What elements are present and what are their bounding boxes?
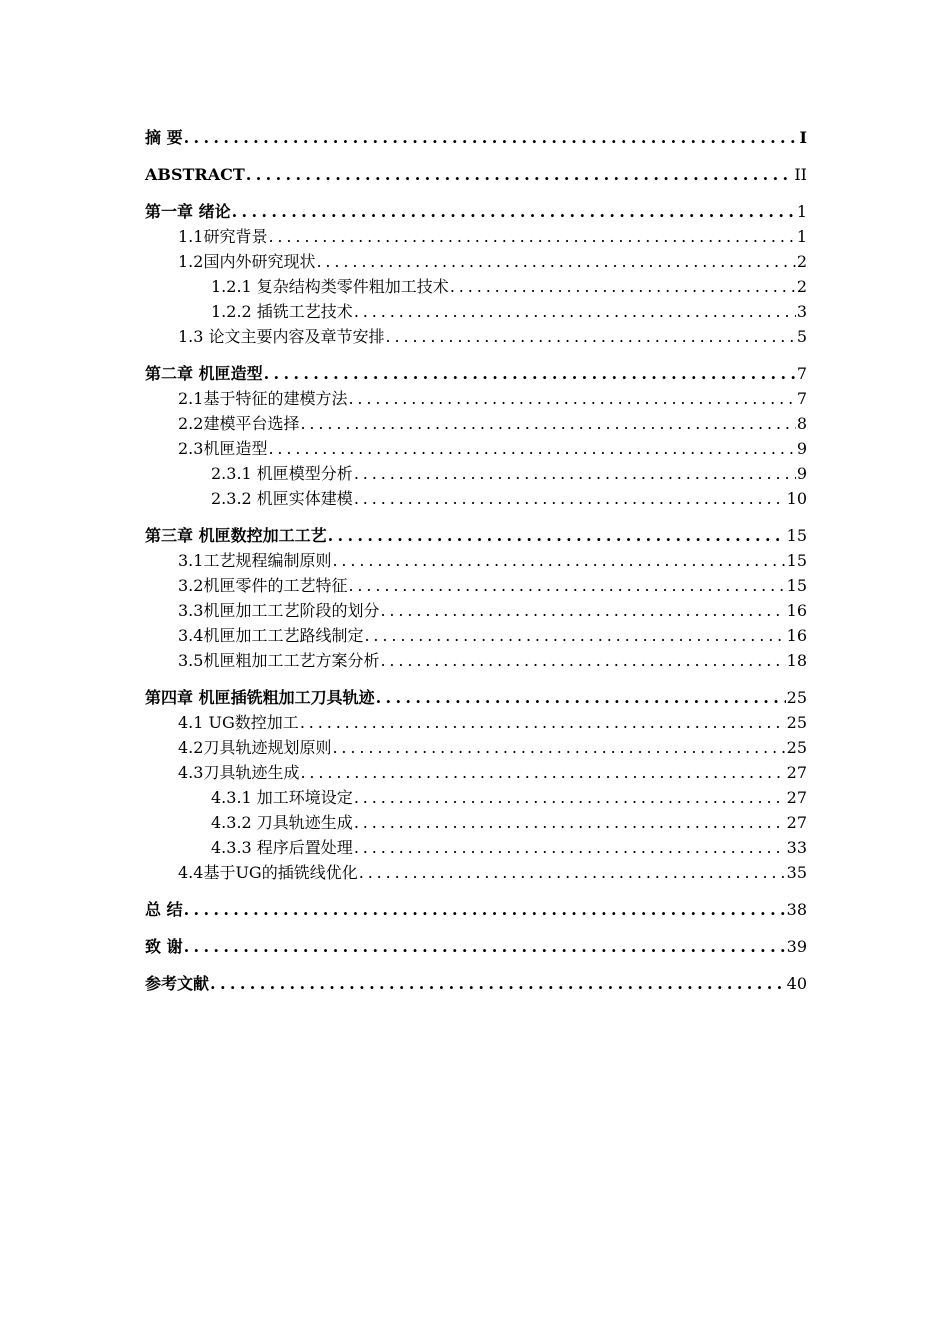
toc-entry-title: 2.3.2 机匣实体建模 <box>211 489 353 508</box>
dot-leader <box>316 249 795 274</box>
toc-entry-title: 3.4机匣加工工艺路线制定 <box>178 626 364 645</box>
toc-entry-title: 4.3.2 刀具轨迹生成 <box>211 813 353 832</box>
dot-leader <box>300 760 785 785</box>
toc-section-entry[interactable] <box>145 324 807 349</box>
dot-leader <box>354 785 786 810</box>
dot-leader <box>264 361 796 386</box>
toc-entry-title: 4.3.1 加工环境设定 <box>211 788 353 807</box>
dot-leader <box>380 648 785 673</box>
toc-entry-title: 摘 要 <box>145 128 183 147</box>
dot-leader <box>246 162 794 187</box>
dot-leader <box>354 835 786 860</box>
toc-subsection-entry[interactable] <box>145 299 807 324</box>
toc-subsection-entry[interactable] <box>145 461 807 486</box>
toc-page-number: 40 <box>786 974 807 993</box>
toc-page-number: 15 <box>786 576 807 595</box>
dot-leader <box>359 860 786 885</box>
toc-page-number: 7 <box>796 389 807 408</box>
dot-leader <box>354 486 786 511</box>
toc-page-number: 25 <box>786 713 807 732</box>
toc-page-number: 10 <box>786 489 807 508</box>
toc-page-number: 5 <box>796 327 807 346</box>
toc-entry-title: ABSTRACT <box>145 165 245 184</box>
dot-leader <box>354 461 796 486</box>
toc-page-number: 27 <box>786 813 807 832</box>
dot-leader <box>268 436 795 461</box>
toc-page-number: 33 <box>786 838 807 857</box>
dot-leader <box>354 299 796 324</box>
dot-leader <box>348 386 795 411</box>
toc-section-entry[interactable] <box>145 436 807 461</box>
dot-leader <box>450 274 796 299</box>
toc-page-number: 25 <box>786 688 807 707</box>
toc-page-number: 8 <box>796 414 807 433</box>
toc-subsection-entry[interactable] <box>145 810 807 835</box>
toc-page-number: 16 <box>786 601 807 620</box>
toc-entry-title: 1.3 论文主要内容及章节安排 <box>178 327 385 346</box>
toc-section-entry[interactable] <box>145 573 807 598</box>
toc-entry-title: 3.3机匣加工工艺阶段的划分 <box>178 601 380 620</box>
toc-section-entry[interactable] <box>145 411 807 436</box>
toc-chapter-entry[interactable] <box>145 685 807 710</box>
toc-entry-title: 2.3机匣造型 <box>178 439 268 458</box>
dot-leader <box>210 971 786 996</box>
dot-leader <box>348 573 785 598</box>
dot-leader <box>376 685 786 710</box>
toc-page-number: 27 <box>786 763 807 782</box>
toc-entry-title: 1.2.2 插铣工艺技术 <box>211 302 353 321</box>
toc-section-entry[interactable] <box>145 760 807 785</box>
toc-entry-title: 参考文献 <box>145 974 210 993</box>
toc-chapter-entry[interactable] <box>145 934 807 959</box>
toc-page-number: 39 <box>786 937 807 956</box>
toc-entry-title: 4.3.3 程序后置处理 <box>211 838 353 857</box>
toc-page-number: 1 <box>796 227 807 246</box>
dot-leader <box>328 523 786 548</box>
dot-leader <box>268 224 795 249</box>
toc-entry-title: 第三章 机匣数控加工工艺 <box>145 526 327 545</box>
toc-section-entry[interactable] <box>145 860 807 885</box>
toc-entry-title: 1.1研究背景 <box>178 227 268 246</box>
toc-page-number: 38 <box>786 900 807 919</box>
toc-chapter-entry[interactable] <box>145 162 807 187</box>
toc-section-entry[interactable] <box>145 623 807 648</box>
toc-entry-title: 2.3.1 机匣模型分析 <box>211 464 353 483</box>
toc-entry-title: 3.2机匣零件的工艺特征 <box>178 576 348 595</box>
toc-entry-title: 4.1 UG数控加工 <box>178 713 299 732</box>
dot-leader <box>184 125 799 150</box>
dot-leader <box>364 623 785 648</box>
toc-chapter-entry[interactable] <box>145 971 807 996</box>
toc-entry-title: 第二章 机匣造型 <box>145 364 263 383</box>
toc-page-number: 15 <box>786 526 807 545</box>
toc-entry-title: 4.3刀具轨迹生成 <box>178 763 300 782</box>
toc-page-number: 18 <box>786 651 807 670</box>
dot-leader <box>300 710 786 735</box>
toc-section-entry[interactable] <box>145 224 807 249</box>
toc-subsection-entry[interactable] <box>145 785 807 810</box>
toc-page-number: 7 <box>796 364 807 383</box>
dot-leader <box>184 934 786 959</box>
toc-entry-title: 第四章 机匣插铣粗加工刀具轨迹 <box>145 688 375 707</box>
toc-section-entry[interactable] <box>145 735 807 760</box>
toc-chapter-entry[interactable] <box>145 897 807 922</box>
toc-page-number: 3 <box>796 302 807 321</box>
toc-page-number: I <box>799 128 807 147</box>
toc-section-entry[interactable] <box>145 548 807 573</box>
dot-leader <box>380 598 785 623</box>
toc-chapter-entry[interactable] <box>145 361 807 386</box>
toc-chapter-entry[interactable] <box>145 523 807 548</box>
toc-page-number: 1 <box>796 202 807 221</box>
dot-leader <box>354 810 786 835</box>
toc-subsection-entry[interactable] <box>145 274 807 299</box>
dot-leader <box>300 411 795 436</box>
dot-leader <box>386 324 796 349</box>
toc-section-entry[interactable] <box>145 386 807 411</box>
toc-page-number: 16 <box>786 626 807 645</box>
toc-section-entry[interactable] <box>145 249 807 274</box>
toc-page-number: 9 <box>796 439 807 458</box>
toc-page-number: 15 <box>786 551 807 570</box>
toc-entry-title: 4.2刀具轨迹规划原则 <box>178 738 332 757</box>
toc-page-number: II <box>794 165 807 184</box>
toc-entry-title: 2.1基于特征的建模方法 <box>178 389 348 408</box>
toc-entry-title: 1.2国内外研究现状 <box>178 252 316 271</box>
toc-section-entry[interactable] <box>145 648 807 673</box>
table-of-contents <box>145 125 807 996</box>
toc-page-number: 9 <box>796 464 807 483</box>
toc-entry-title: 2.2建模平台选择 <box>178 414 300 433</box>
toc-entry-title: 4.4基于UG的插铣线优化 <box>178 863 358 882</box>
toc-subsection-entry[interactable] <box>145 486 807 511</box>
toc-subsection-entry[interactable] <box>145 835 807 860</box>
toc-page-number: 25 <box>786 738 807 757</box>
toc-entry-title: 3.1工艺规程编制原则 <box>178 551 332 570</box>
dot-leader <box>332 735 785 760</box>
toc-entry-title: 3.5机匣粗加工工艺方案分析 <box>178 651 380 670</box>
toc-entry-title: 第一章 绪论 <box>145 202 231 221</box>
dot-leader <box>232 199 796 224</box>
toc-page-number: 2 <box>796 252 807 271</box>
toc-entry-title: 总 结 <box>145 900 183 919</box>
toc-section-entry[interactable] <box>145 710 807 735</box>
toc-page-number: 27 <box>786 788 807 807</box>
toc-section-entry[interactable] <box>145 598 807 623</box>
dot-leader <box>184 897 786 922</box>
toc-entry-title: 1.2.1 复杂结构类零件粗加工技术 <box>211 277 449 296</box>
toc-chapter-entry[interactable] <box>145 125 807 150</box>
toc-page-number: 35 <box>786 863 807 882</box>
toc-entry-title: 致 谢 <box>145 937 183 956</box>
toc-chapter-entry[interactable] <box>145 199 807 224</box>
toc-page-number: 2 <box>796 277 807 296</box>
dot-leader <box>332 548 785 573</box>
